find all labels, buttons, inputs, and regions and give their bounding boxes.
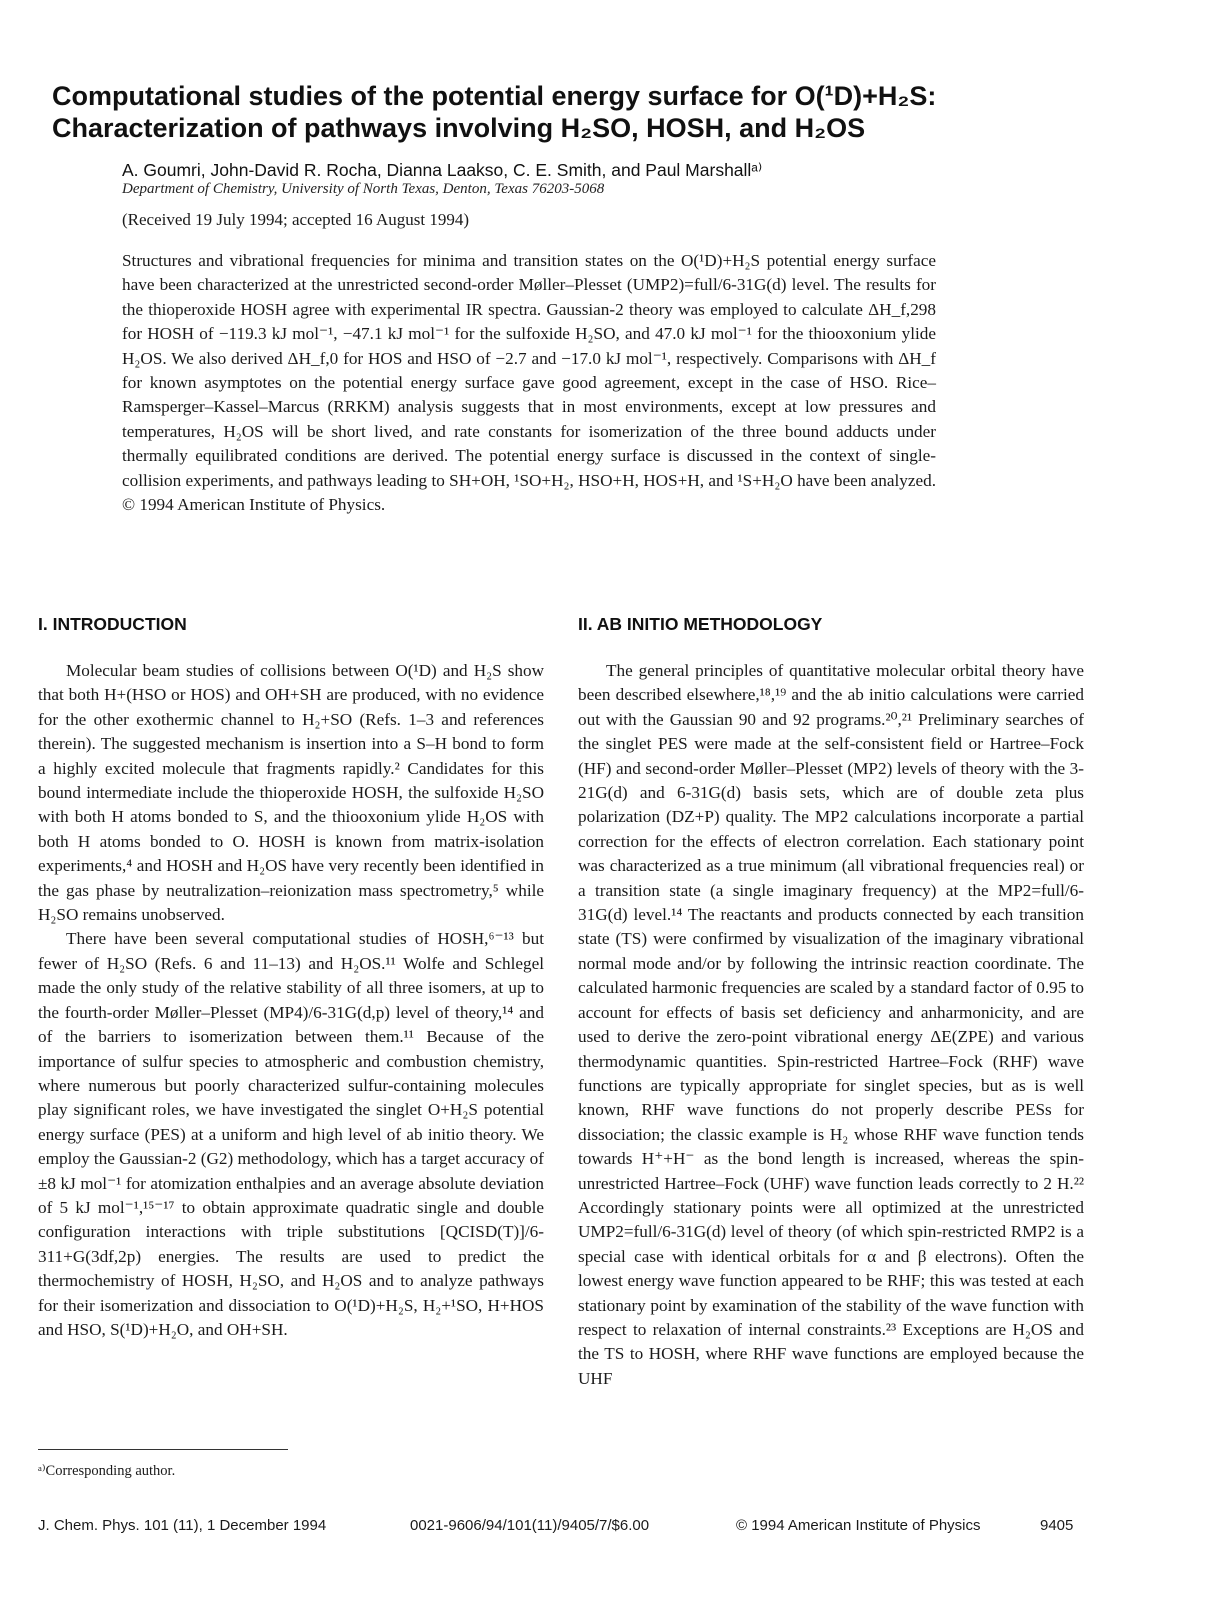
- footer-copyright: © 1994 American Institute of Physics: [736, 1517, 981, 1534]
- right-column: [578, 614, 1084, 1391]
- title-line-1: Computational studies of the potential energy surface for O(¹D)+H₂S:: [52, 81, 937, 111]
- section-heading-introduction: I. INTRODUCTION: [38, 614, 187, 634]
- footer-issn: 0021-9606/94/101(11)/9405/7/$6.00: [410, 1517, 650, 1534]
- author-list: A. Goumri, John-David R. Rocha, Dianna Laakso, C. E. Smith, and Paul Marshallᵃ⁾: [122, 160, 763, 180]
- methods-paragraph-1: The general principles of quantitative molecular orbital theory have been described elsewhere,¹⁸,¹⁹ and the ab initio calculations were carried out with the Gaussian 90 and 92 programs.²⁰,²¹ Preliminary searches of the singlet PES were made at the self-consistent field or Hartree–Fock (HF) and second-order Møller–Plesset (MP2) levels of theory with the 3-21G(d) and 6-31G(d) basis sets, which are of double zeta plus polarization (DZ+P) quality. The MP2 calculations incorporate a partial correction for the effects of electron correlation. Each stationary point was characterized as a true minimum (all vibrational frequencies real) or a transition state (a single imaginary frequency) at the MP2=full/6-31G(d) level.¹⁴ The reactants and products connected by each transition state (TS) were confirmed by visualization of the imaginary vibrational normal mode and/or by following the intrinsic reaction coordinate. The calculated harmonic frequencies are scaled by a standard factor of 0.95 to account for effects of basis set deficiency and anharmonicity, and are used to derive the zero-point vibrational energy ΔE(ZPE) and various thermodynamic quantities. Spin-restricted Hartree–Fock (RHF) wave functions are typically appropriate for singlet species, but as is well known, RHF wave functions do not properly describe PESs for dissociation; the classic example is H₂ whose RHF wave function tends towards H⁺+H⁻ as the bond length is increased, whereas the spin-unrestricted Hartree–Fock (UHF) wave function leads correctly to 2 H.²² Accordingly stationary points were all optimized at the unrestricted UMP2=full/6-31G(d) level of theory (of which spin-restricted RMP2 is a special case with identical orbitals for α and β electrons). Often the lowest energy wave function appeared to be RHF; this was tested at each stationary point by examination of the stability of the wave function with respect to relaxation of internal constraints.²³ Exceptions are H₂OS and the TS to HOSH, where RHF wave functions are employed because the UHF: [578, 661, 1084, 1388]
- intro-paragraph-2: There have been several computational studies of HOSH,⁶⁻¹³ but fewer of H₂SO (Refs. 6 and 11–13) and H₂OS.¹¹ Wolfe and Schlegel made the only study of the relative stability of all three isomers, at up to the fourth-order Møller–Plesset (MP4)/6-31G(d,p) level of theory,¹⁴ and of the barriers to isomerization between them.¹¹ Because of the importance of sulfur species to atmospheric and combustion chemistry, where numerous but poorly characterized sulfur-containing molecules play significant roles, we have investigated the singlet O+H₂S potential energy surface (PES) at a uniform and high level of ab initio theory. We employ the Gaussian-2 (G2) methodology, which has a target accuracy of ±8 kJ mol⁻¹ for atomization enthalpies and an average absolute deviation of 5 kJ mol⁻¹,¹⁵⁻¹⁷ to obtain approximate quadratic single and double configuration interactions with triple substitutions [QCISD(T)]/6-311+G(3df,2p) energies. The results are used to predict the thermochemistry of HOSH, H₂SO, and H₂OS and to analyze pathways for their isomerization and dissociation to O(¹D)+H₂S, H₂+¹SO, H+HOS and HSO, S(¹D)+H₂O, and OH+SH.: [38, 929, 544, 1339]
- footer-page-number: 9405: [1040, 1517, 1074, 1534]
- received-dates: (Received 19 July 1994; accepted 16 August 1994): [122, 210, 470, 229]
- affiliation: Department of Chemistry, University of North Texas, Denton, Texas 76203-5068: [122, 181, 605, 197]
- abstract: Structures and vibrational frequencies for minima and transition states on the O(¹D)+H₂S potential energy surface have been characterized at the unrestricted second-order Møller–Plesset (UMP2)=full/6-31G(d) level. The results for the thioperoxide HOSH agree with experimental IR spectra. Gaussian-2 theory was employed to calculate ΔH_f,298 for HOSH of −119.3 kJ mol⁻¹, −47.1 kJ mol⁻¹ for the sulfoxide H₂SO, and 47.0 kJ mol⁻¹ for the thiooxonium ylide H₂OS. We also derived ΔH_f,0 for HOS and HSO of −2.7 and −17.0 kJ mol⁻¹, respectively. Comparisons with ΔH_f for known asymptotes on the potential energy surface gave good agreement, except in the case of HSO. Rice–Ramsperger–Kassel–Marcus (RRKM) analysis suggests that in most environments, except at low pressures and temperatures, H₂OS will be short lived, and rate constants for isomerization of the three bound adducts under thermally equilibrated conditions are derived. The potential energy surface is discussed in the context of single-collision experiments, and pathways leading to SH+OH, ¹SO+H₂, HSO+H, HOS+H, and ¹S+H₂O have been analyzed. © 1994 American Institute of Physics.: [122, 251, 936, 515]
- footnote-corresponding-author: ᵃ⁾Corresponding author.: [38, 1463, 176, 1479]
- footnote-divider: [38, 1449, 288, 1450]
- left-column: [38, 614, 544, 1342]
- intro-paragraph-1: Molecular beam studies of collisions between O(¹D) and H₂S show that both H+(HSO or HOS) and OH+SH are produced, with no evidence for the other exothermic channel to H₂+SO (Refs. 1–3 and references therein). The suggested mechanism is insertion into a S–H bond to form a highly excited molecule that fragments rapidly.² Candidates for this bound intermediate include the thioperoxide HOSH, the sulfoxide H₂SO with both H atoms bonded to S, and the thiooxonium ylide H₂OS with both H atoms bonded to O. HOSH is known from matrix-isolation experiments,⁴ and HOSH and H₂OS have very recently been identified in the gas phase by neutralization–reionization mass spectrometry,⁵ while H₂SO remains unobserved.: [38, 661, 544, 925]
- section-heading-methodology: II. AB INITIO METHODOLOGY: [578, 614, 823, 634]
- title-line-2: Characterization of pathways involving H₂SO, HOSH, and H₂OS: [52, 113, 866, 143]
- footer-journal-citation: J. Chem. Phys. 101 (11), 1 December 1994: [38, 1517, 327, 1534]
- article-title: [52, 80, 1172, 144]
